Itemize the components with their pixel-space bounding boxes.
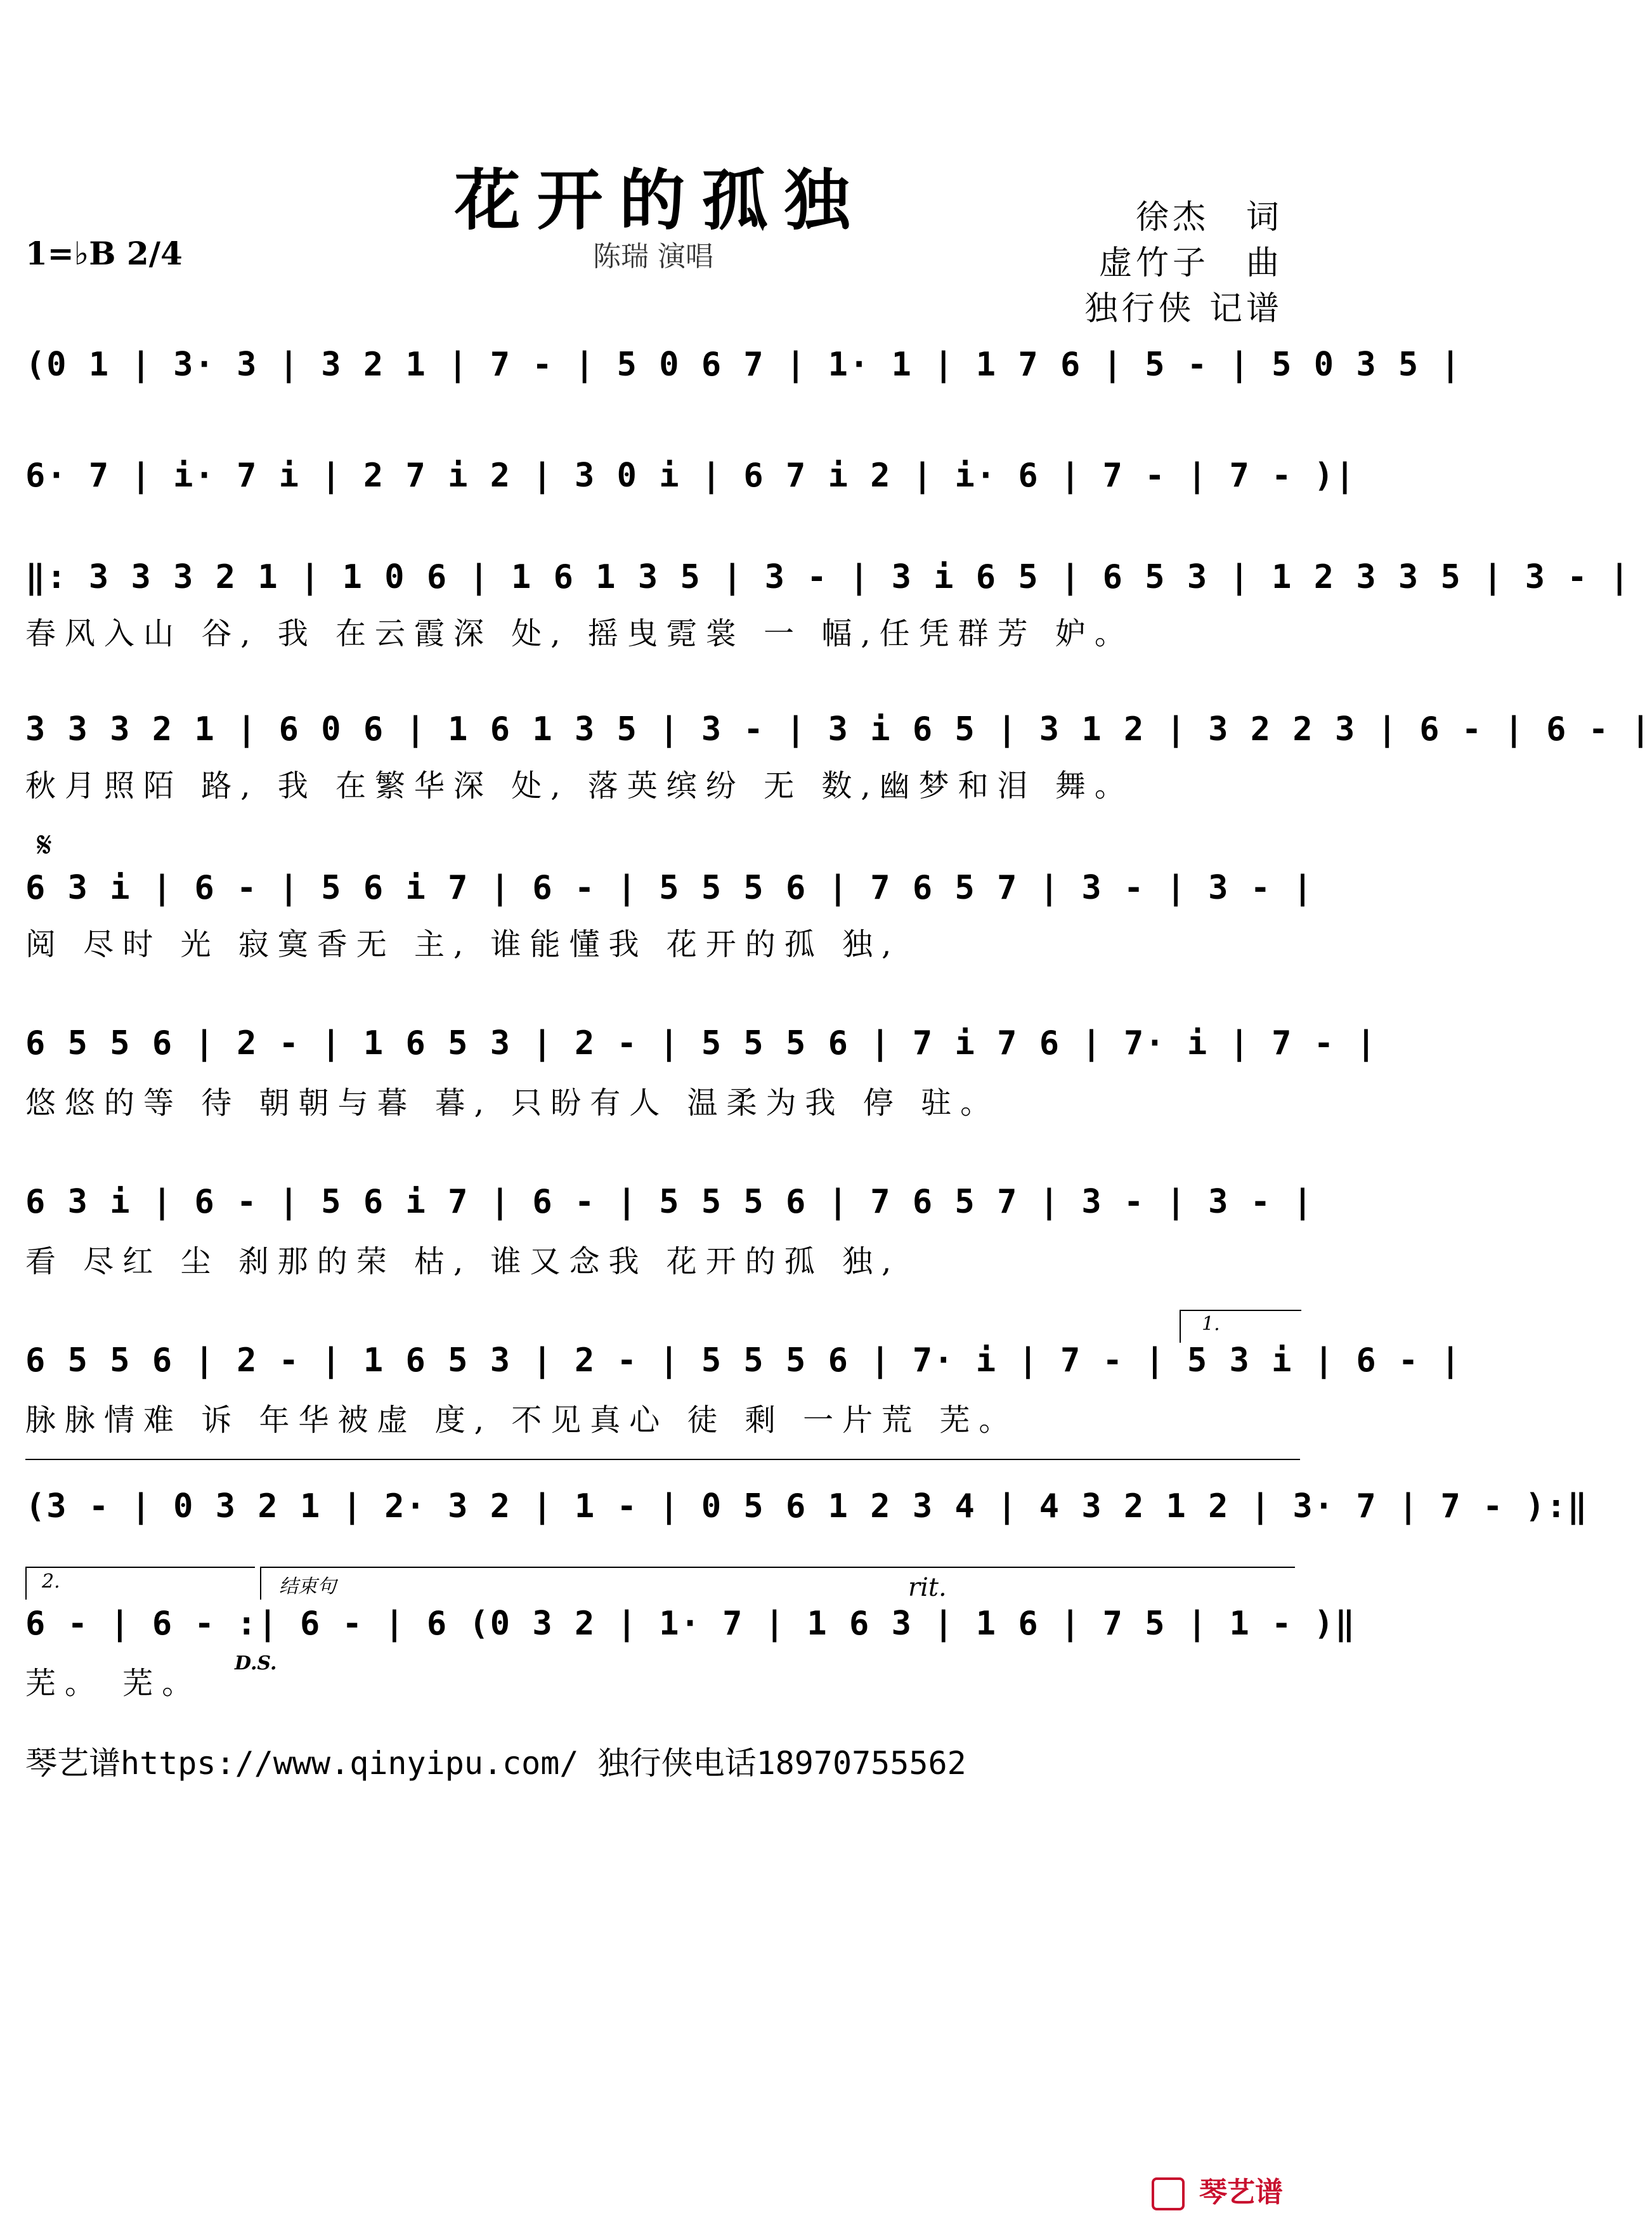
score-row-2 [25, 457, 1356, 507]
score-row-1 [25, 346, 1462, 396]
notation: (3 - | 0 3 2 1 | 2· 3 2 | 1 - | 0 5 6 1 2 3 4 | 4 3 2 1 2 | 3· 7 | 7 - ):‖ [25, 1487, 1589, 1525]
volta-1-label: 1. [1202, 1313, 1220, 1335]
ending-label: 结束句 [279, 1576, 336, 1598]
score-row-5 [25, 869, 1314, 920]
notation: 6 3 i | 6 - | 5 6 i 7 | 6 - | 5 5 5 6 | 7 6 5 7 | 3 - | 3 - | [25, 869, 1314, 907]
watermark-text: 琴艺谱 [1199, 2176, 1283, 2209]
volta-1-bracket [1180, 1310, 1301, 1343]
lyrics-line: 阅 尽时 光 寂寞香无 主, 谁能懂我 花开的孤 独, [25, 927, 901, 962]
notation: 6 3 i | 6 - | 5 6 i 7 | 6 - | 5 5 5 6 | 7 6 5 7 | 3 - | 3 - | [25, 1183, 1314, 1221]
notation: 6 - | 6 - :| 6 - | 6 (0 3 2 | 1· 7 | 1 6 3 | 1 6 | 7 5 | 1 - )‖ [25, 1605, 1356, 1643]
volta-2-label: 2. [42, 1570, 60, 1593]
notation: 6 5 5 6 | 2 - | 1 6 5 3 | 2 - | 5 5 5 6 | 7· i | 7 - | 5 3 i | 6 - | [25, 1341, 1462, 1380]
notation: 6· 7 | i· 7 i | 2 7 i 2 | 3 0 i | 6 7 i 2 | i· 6 | 7 - | 7 - )| [25, 457, 1356, 495]
song-title: 花开的孤独 [454, 161, 867, 239]
segno-mark: 𝄋 [37, 825, 53, 866]
lyrics-line: 看 尽红 尘 刹那的荣 枯, 谁又念我 花开的孤 独, [25, 1244, 901, 1279]
lyrics-line: 悠悠的等 待 朝朝与暮 暮, 只盼有人 温柔为我 停 驻。 [25, 1085, 1000, 1121]
score-row-9 [25, 1487, 1589, 1538]
footer-credit: 琴艺谱https://www.qinyipu.com/ 独行侠电话18970755562 [25, 1745, 966, 1782]
lyrics-line: 芜。 芜。 [25, 1666, 202, 1701]
divider-line [25, 1459, 1300, 1460]
lyrics-line: 秋月照陌 路, 我 在繁华深 处, 落英缤纷 无 数,幽梦和泪 舞。 [25, 768, 1134, 804]
score-row-6 [25, 1024, 1377, 1075]
notation: 3 3 3 2 1 | 6 0 6 | 1 6 1 3 5 | 3 - | 3 i 6 5 | 3 1 2 | 3 2 2 3 | 6 - | 6 - | [25, 710, 1652, 748]
score-row-3 [25, 558, 1631, 609]
lyrics-line: 春风入山 谷, 我 在云霞深 处, 摇曳霓裳 一 幅,任凭群芳 妒。 [25, 616, 1134, 651]
watermark-logo [1152, 2169, 1283, 2210]
score-row-7 [25, 1183, 1314, 1234]
transcriber-credit: 独行侠 记谱 [1084, 290, 1283, 328]
score-row-8 [25, 1341, 1462, 1392]
score-row-10 [25, 1605, 1356, 1655]
ritardando-mark: rit. [908, 1573, 947, 1602]
notation: 6 5 5 6 | 2 - | 1 6 5 3 | 2 - | 5 5 5 6 | 7 i 7 6 | 7· i | 7 - | [25, 1024, 1377, 1062]
score-row-4 [25, 710, 1652, 761]
dal-segno-mark: D.S. [235, 1652, 277, 1674]
notation: (0 1 | 3· 3 | 3 2 1 | 7 - | 5 0 6 7 | 1· 1 | 1 7 6 | 5 - | 5 0 3 5 | [25, 346, 1462, 384]
composer-credit: 虚竹子 曲 [1098, 244, 1283, 282]
key-signature: 1=♭B 2/4 [25, 235, 183, 272]
singer-credit: 陈瑞 演唱 [593, 240, 713, 273]
notation: ‖: 3 3 3 2 1 | 1 0 6 | 1 6 1 3 5 | 3 - | 3 i 6 5 | 6 5 3 | 1 2 3 3 5 | 3 - | [25, 558, 1631, 596]
lyrics-line: 脉脉情难 诉 年华被虚 度, 不见真心 徒 剩 一片荒 芜。 [25, 1402, 1018, 1438]
ending-bracket [260, 1567, 1295, 1600]
lyricist-credit: 徐杰 词 [1135, 199, 1283, 237]
logo-icon [1152, 2177, 1185, 2210]
